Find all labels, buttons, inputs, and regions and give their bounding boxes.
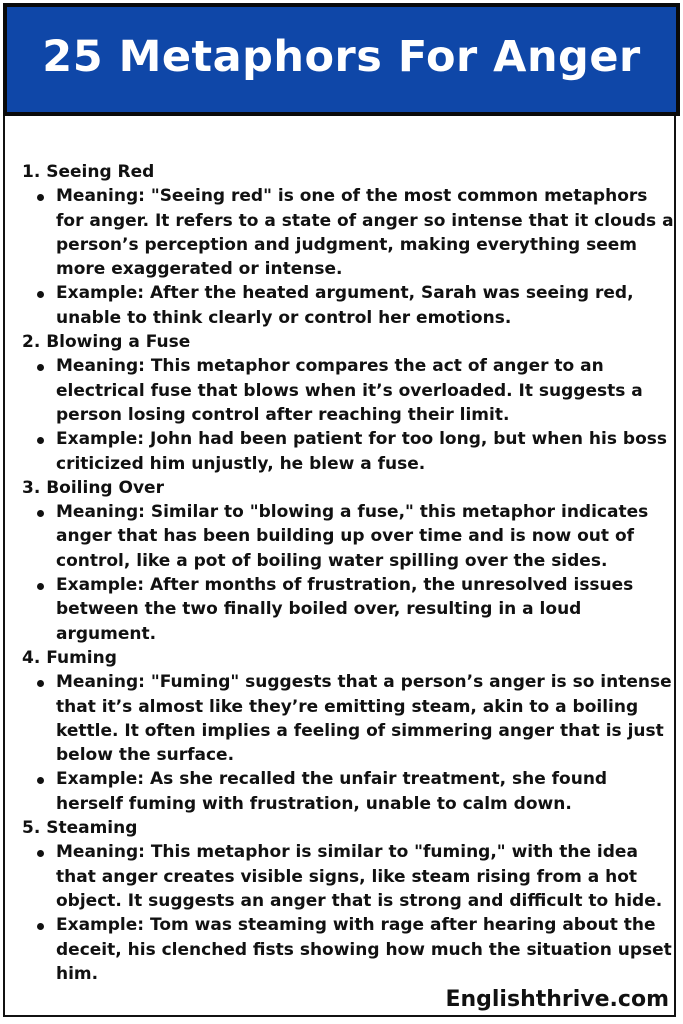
section-heading: 3. Boiling Over [22,477,164,498]
example-item [22,281,678,330]
section-blowing-a-fuse [22,330,678,476]
section-points [22,670,678,816]
example-text: Example: As she recalled the unfair treatment, she found herself fuming with frustration, unable to calm down. [56,769,608,814]
section-seeing-red [22,160,678,330]
bullet-icon [37,923,44,930]
section-heading: 2. Blowing a Fuse [22,332,191,353]
meaning-item [22,500,678,573]
bullet-icon [37,777,44,784]
example-text: Example: John had been patient for too long, but when his boss criticized him unjustly, he blew a fuse. [56,429,667,474]
metaphor-list [22,160,678,986]
example-item [22,427,678,476]
meaning-item [22,354,678,427]
page-title: 25 Metaphors For Anger [42,32,641,82]
meaning-item [22,840,678,913]
meaning-text: Meaning: This metaphor is similar to "fuming," with the idea that anger creates visible signs, like steam rising from a hot object. It suggests an anger that is strong and difficult to hide. [56,842,663,911]
title-banner [3,3,680,116]
meaning-item [22,670,678,767]
example-text: Example: After the heated argument, Sarah was seeing red, unable to think clearly or control her emotions. [56,283,634,328]
example-item [22,767,678,816]
section-points [22,354,678,475]
bullet-icon [37,194,44,201]
bullet-icon [37,291,44,298]
meaning-text: Meaning: This metaphor compares the act of anger to an electrical fuse that blows when it’s overloaded. It suggests a person losing control after reaching their limit. [56,356,643,425]
meaning-text: Meaning: Similar to "blowing a fuse," this metaphor indicates anger that has been building up over time and is now out of control, like a pot of boiling water spilling over the sides. [56,502,649,571]
example-item [22,573,678,646]
bullet-icon [37,850,44,857]
bullet-icon [37,437,44,444]
section-heading: 1. Seeing Red [22,162,155,182]
section-points [22,840,678,986]
section-fuming [22,646,678,816]
bullet-icon [37,583,44,590]
section-points [22,184,678,330]
section-boiling-over [22,476,678,646]
bullet-icon [37,364,44,371]
example-text: Example: Tom was steaming with rage after hearing about the deceit, his clenched fists showing how much the situation upset him. [56,915,672,984]
section-heading: 5. Steaming [22,818,138,839]
example-item [22,913,678,986]
section-steaming [22,816,678,986]
section-heading: 4. Fuming [22,647,117,668]
bullet-icon [37,680,44,687]
meaning-text: Meaning: "Seeing red" is one of the most common metaphors for anger. It refers to a state of anger so intense that it clouds a person’s perception and judgment, making everything seem more exaggerated or intense. [56,186,674,280]
section-points [22,500,678,646]
example-text: Example: After months of frustration, the unresolved issues between the two finally boiled over, resulting in a loud argument. [56,575,634,644]
site-brand: Englishthrive.com [445,987,669,1012]
bullet-icon [37,510,44,517]
meaning-item [22,184,678,281]
meaning-text: Meaning: "Fuming" suggests that a person’s anger is so intense that it’s almost like they’re emitting steam, akin to a boiling kettle. It often implies a feeling of simmering anger that is just below the surface. [56,672,672,766]
